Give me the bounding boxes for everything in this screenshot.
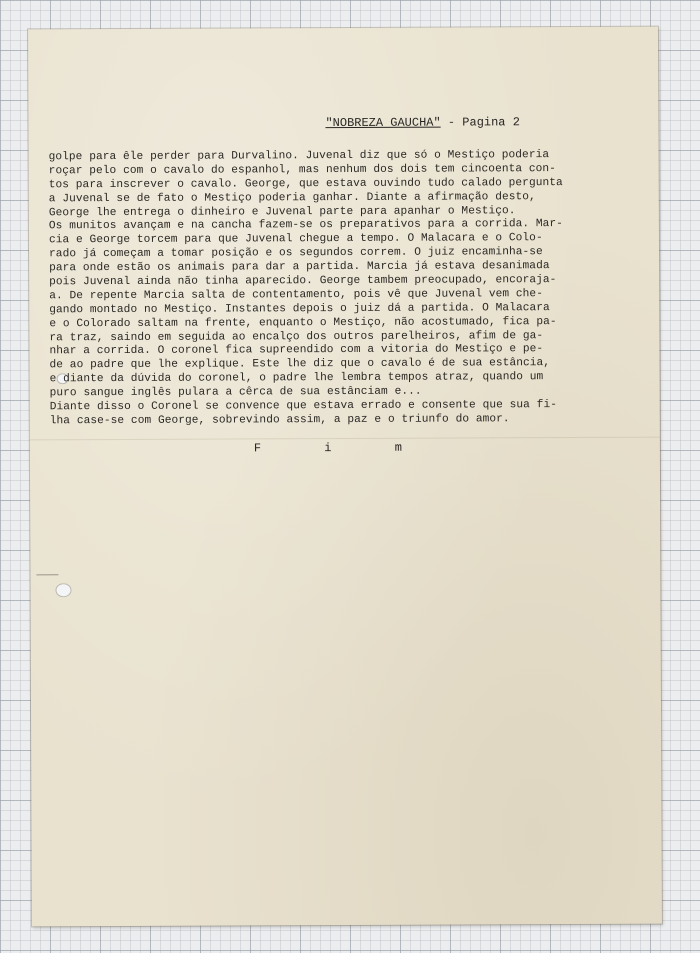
text-line: de ao padre que lhe explique. Este lhe diz que o cavalo é de sua estância, [49, 357, 551, 372]
text-line: pois Juvenal ainda não tinha aparecido. George tambem preocupado, encoraja- [49, 274, 557, 289]
text-line: nhar a corrida. O coronel fica supreendido com a vitoria do Mestiço e pe- [49, 343, 544, 358]
text-line: e o Colorado saltam na frente, enquanto o Mestiço, não acostumado, fica pa- [49, 315, 557, 330]
document-title: "NOBREZA GAUCHA" [325, 115, 441, 131]
page-number: Pagina 2 [462, 115, 520, 130]
text-line: a. De repente Marcia salta de contentamento, pois vê que Juvenal vem che- [49, 288, 543, 303]
body-text [49, 149, 640, 429]
text-line: gando montado no Mestiço. Instantes depois o juiz dá a partida. O Malacara [49, 301, 550, 317]
text-line: a Juvenal se de fato o Mestiço poderia ganhar. Diante a afirmação desto, [48, 190, 536, 205]
closing-fim: F i m [253, 440, 430, 456]
text-line: ra traz, saindo em seguida ao encalço dos outros parelheiros, afim de ga- [49, 329, 544, 344]
text-line: rado já começam a tomar posição e os segundos correm. O juiz encaminha-se [49, 246, 543, 261]
text-line: George lhe entrega o dinheiro e Juvenal parte para apanhar o Mestiço. [48, 204, 516, 219]
text-line: lha case-se com George, sobrevindo assim, a paz e o triunfo do amor. [49, 413, 510, 428]
text-line: golpe para êle perder para Durvalino. Juvenal diz que só o Mestiço poderia [48, 149, 550, 164]
pencil-mark [36, 574, 58, 575]
text-line: roçar pelo com o cavalo do espanhol, mas nenhum dos dois tem cincoenta con- [48, 162, 556, 178]
page-header [325, 115, 519, 130]
text-line: Diante disso o Coronel se convence que estava errado e consente que sua fi- [49, 399, 557, 414]
text-line: cia e George torcem para que Juvenal chegue a tempo. O Malacara e o Colo- [48, 232, 543, 247]
header-separator: - [440, 115, 463, 130]
text-line: para onde estão os animais para dar a partida. Marcia já estava desanimada [49, 260, 550, 275]
document-page [28, 27, 662, 927]
text-line: puro sangue inglês pulara a cêrca de sua estânciam e... [49, 385, 422, 400]
punch-hole [55, 583, 71, 597]
paper-fold-line [30, 437, 660, 441]
text-line: Os munitos avançam e na cancha fazem-se os preparativos para a corrida. Mar- [48, 218, 563, 233]
text-line: tos para inscrever o cavalo. George, que estava ouvindo tudo calado pergunta [48, 176, 563, 192]
text-line: e diante da dúvida do coronel, o padre lhe lembra tempos atraz, quando um [49, 371, 544, 386]
